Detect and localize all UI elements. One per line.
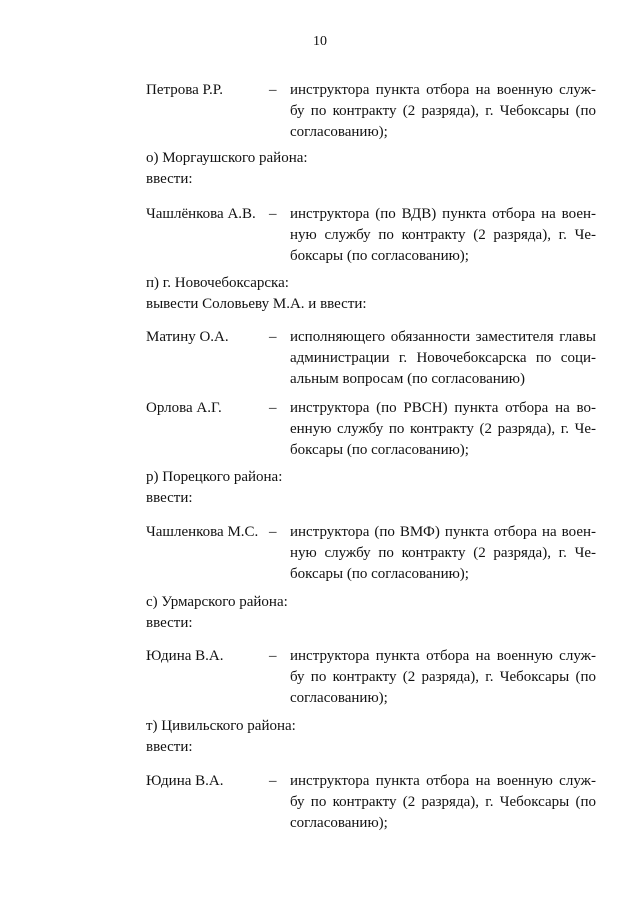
description-line: согласованию);	[290, 124, 388, 140]
description-line: бу по контракту (2 разряда), г. Чебоксары (по	[290, 103, 596, 119]
description-line: боксары (по согласованию);	[290, 566, 469, 582]
person-name: Юдина В.А.	[146, 773, 224, 789]
description-line: ную службу по контракту (2 разряда), г. Че-	[290, 545, 596, 561]
description-line: инструктора (по ВДВ) пункта отбора на воен-	[290, 206, 596, 222]
description-line: согласованию);	[290, 815, 388, 831]
person-name: Чашлёнкова А.В.	[146, 206, 256, 222]
description-line: боксары (по согласованию);	[290, 248, 469, 264]
section-title: с) Урмарского района:	[146, 594, 288, 610]
section-title: т) Цивильского района:	[146, 718, 296, 734]
description-line: инструктора пункта отбора на военную служ-	[290, 648, 596, 664]
description-line: инструктора (по РВСН) пункта отбора на во-	[290, 400, 596, 416]
dash-separator: –	[269, 206, 277, 222]
person-name: Чашленкова М.С.	[146, 524, 259, 540]
section-action: ввести:	[146, 171, 193, 187]
section-action: ввести:	[146, 490, 193, 506]
section-action: ввести:	[146, 615, 193, 631]
position-description	[290, 204, 596, 267]
dash-separator: –	[269, 524, 277, 540]
person-name: Юдина В.А.	[146, 648, 224, 664]
person-name: Орлова А.Г.	[146, 400, 222, 416]
description-line: боксары (по согласованию);	[290, 442, 469, 458]
description-line: исполняющего обязанности заместителя главы	[290, 329, 596, 345]
description-line: ную службу по контракту (2 разряда), г. Че-	[290, 227, 596, 243]
position-description	[290, 398, 596, 461]
dash-separator: –	[269, 773, 277, 789]
description-line: инструктора пункта отбора на военную служ-	[290, 773, 596, 789]
section-title: о) Моргаушского района:	[146, 150, 308, 166]
page-number: 10	[313, 34, 327, 49]
position-description	[290, 522, 596, 585]
dash-separator: –	[269, 82, 277, 98]
dash-separator: –	[269, 648, 277, 664]
description-line: бу по контракту (2 разряда), г. Чебоксары (по	[290, 794, 596, 810]
description-line: бу по контракту (2 разряда), г. Чебоксары (по	[290, 669, 596, 685]
position-description	[290, 771, 596, 834]
description-line: администрации г. Новочебоксарска по соци-	[290, 350, 596, 366]
position-description	[290, 646, 596, 709]
person-name: Петрова Р.Р.	[146, 82, 223, 98]
section-action: ввести:	[146, 739, 193, 755]
description-line: альным вопросам (по согласованию)	[290, 371, 526, 387]
description-line: инструктора пункта отбора на военную служ-	[290, 82, 596, 98]
description-line: инструктора (по ВМФ) пункта отбора на воен-	[290, 524, 596, 540]
section-title: р) Порецкого района:	[146, 469, 283, 485]
section-title: п) г. Новочебоксарска:	[146, 275, 289, 291]
person-name: Матину О.А.	[146, 329, 229, 345]
dash-separator: –	[269, 400, 277, 416]
section-action: вывести Соловьеву М.А. и ввести:	[146, 296, 367, 312]
dash-separator: –	[269, 329, 277, 345]
description-line: согласованию);	[290, 690, 388, 706]
position-description	[290, 80, 596, 143]
description-line: енную службу по контракту (2 разряда), г. Че-	[290, 421, 596, 437]
position-description	[290, 327, 596, 390]
